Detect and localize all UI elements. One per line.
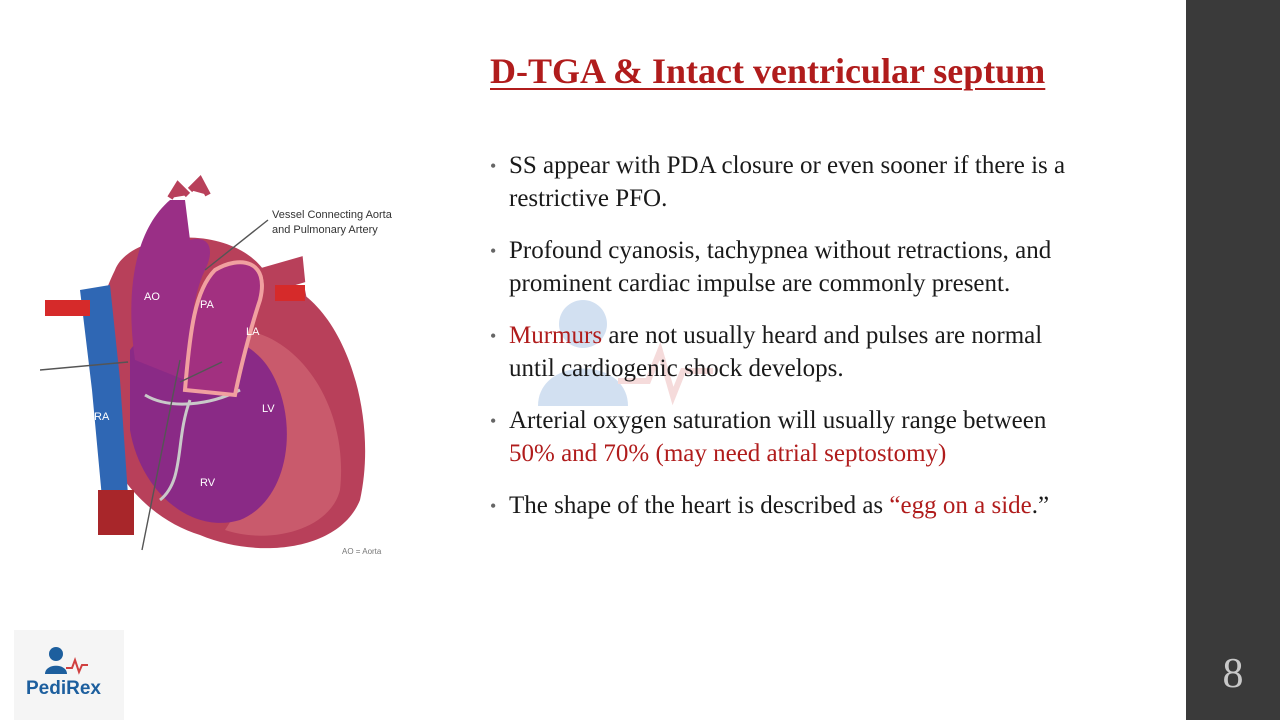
label-ra: RA	[94, 411, 110, 423]
red-vessel-right	[275, 285, 305, 301]
bullet-text-segment: “egg on a side	[889, 492, 1032, 519]
logo-pulse	[66, 660, 88, 672]
bullet-text-segment: Murmurs	[509, 322, 603, 349]
label-vessel-line1: Vessel Connecting Aorta	[272, 209, 392, 221]
bullet-text-segment: SS appear with PDA closure or even sooner if there is a restrictive PFO.	[509, 152, 1066, 212]
label-vessel-line2: and Pulmonary Artery	[272, 224, 378, 236]
pedirex-logo	[14, 630, 124, 720]
inferior-vessel	[98, 490, 134, 535]
bullet-text-segment: Profound cyanosis, tachypnea without retractions, and prominent cardiac impulse are commonly present.	[509, 237, 1052, 297]
label-lv: LV	[262, 403, 275, 415]
logo-head	[49, 647, 63, 661]
bullet-text-segment: 50% and 70% (may need atrial septostomy)	[509, 439, 947, 467]
heart-diagram	[40, 150, 420, 560]
bullet-item	[490, 235, 1090, 300]
slide-title: D-TGA & Intact ventricular septum	[490, 51, 1046, 91]
slide-number: 8	[1222, 651, 1244, 697]
label-ao-key: AO = Aorta	[342, 547, 382, 556]
bullet-text-segment: are not usually heard and pulses are normal until cardiogenic shock develops.	[509, 322, 1043, 382]
bullet-item	[490, 405, 1090, 470]
label-ao: AO	[144, 291, 160, 303]
logo-body	[45, 666, 67, 674]
red-vessel-left	[45, 300, 90, 316]
bullet-text-segment: Arterial oxygen saturation will usually range between	[509, 407, 1047, 434]
bullet-text-segment: The shape of the heart is described as	[509, 492, 890, 519]
bullet-list	[490, 150, 1090, 543]
bullet-item	[490, 490, 1090, 523]
label-la: LA	[246, 326, 260, 338]
pedirex-icon	[14, 630, 124, 675]
bullet-text-segment: .”	[1031, 492, 1050, 519]
label-pa: PA	[200, 299, 214, 311]
bullet-item	[490, 320, 1090, 385]
logo-text: PediRex	[26, 678, 101, 699]
right-sidebar	[1186, 0, 1280, 720]
label-rv: RV	[200, 477, 216, 489]
bullet-item	[490, 150, 1090, 215]
